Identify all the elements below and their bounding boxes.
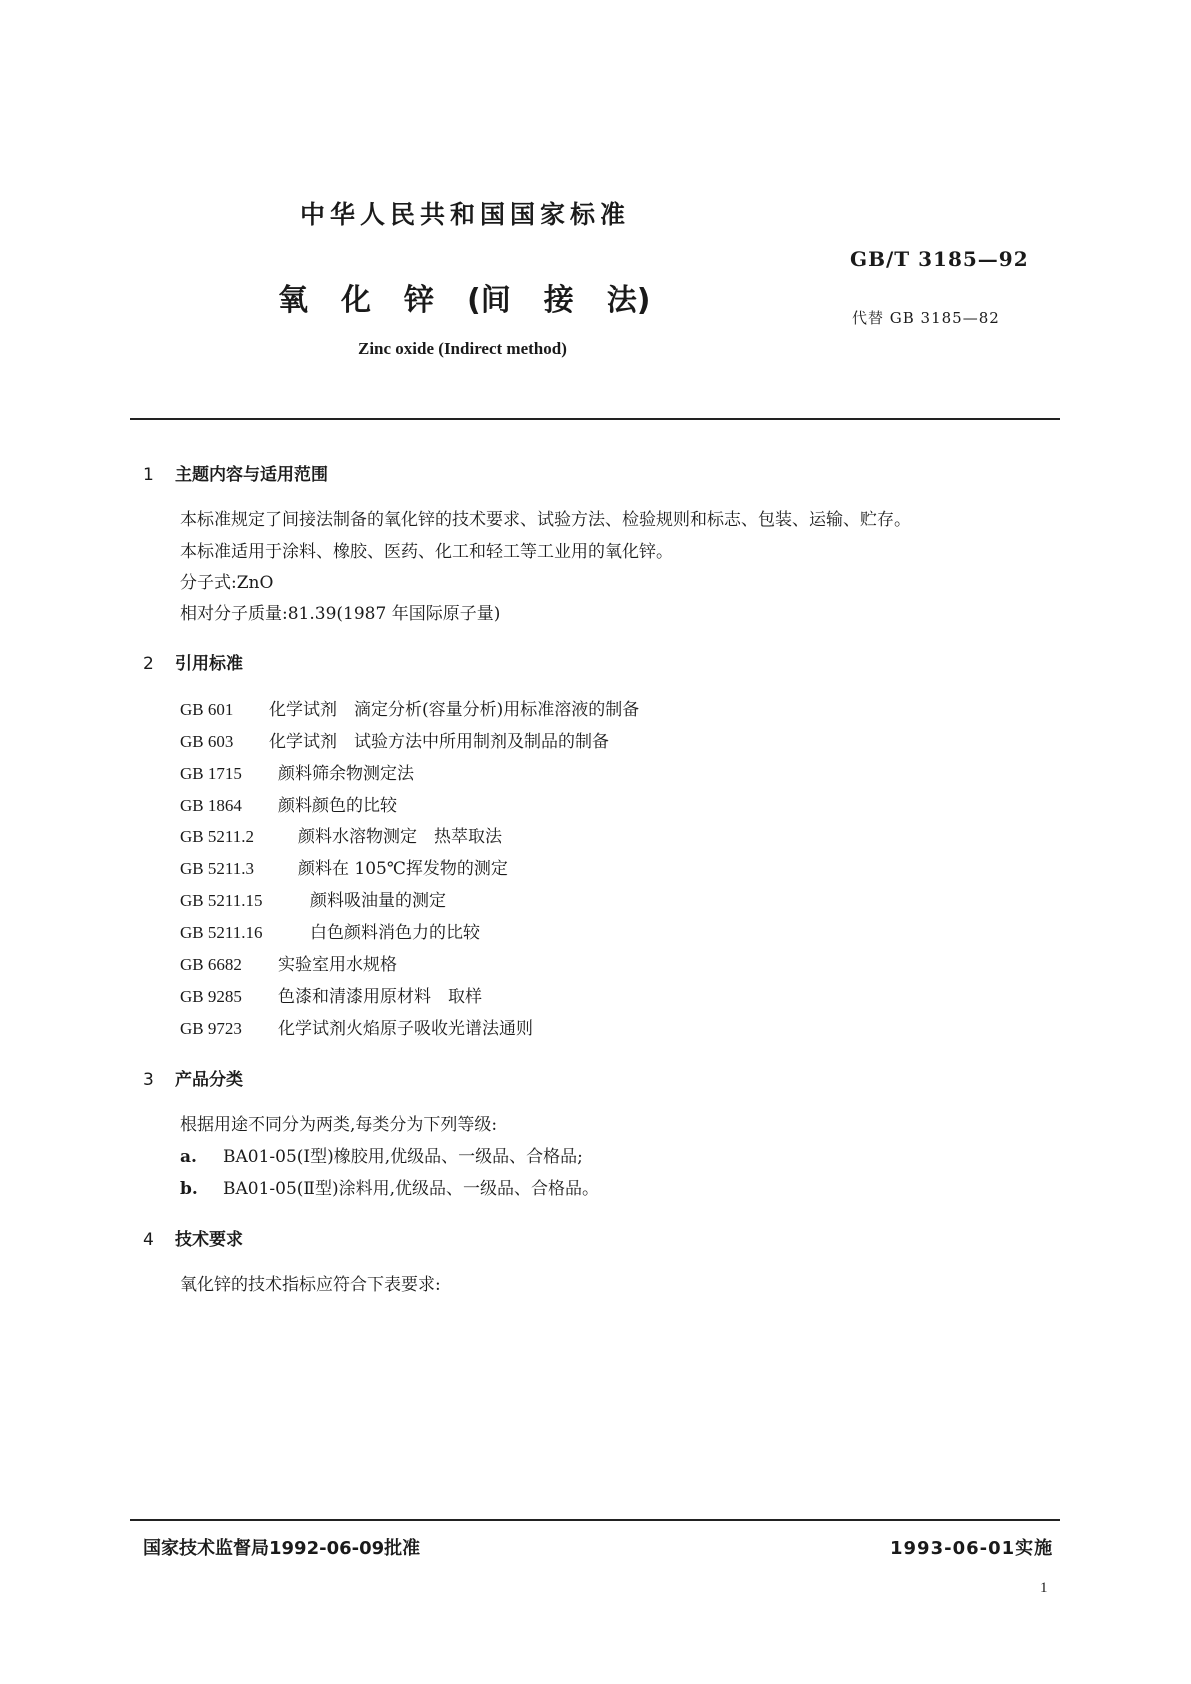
reference-code: GB 5211.2 <box>180 827 254 846</box>
reference-title: 颜料颜色的比较 <box>278 796 397 816</box>
reference-code: GB 601 <box>180 700 234 719</box>
paragraph: 本标准规定了间接法制备的氧化锌的技术要求、试验方法、检验规则和标志、包装、运输、贮存。 <box>180 510 911 530</box>
reference-title: 化学试剂火焰原子吸收光谱法通则 <box>278 1019 533 1039</box>
section-number: 3 <box>143 1070 154 1090</box>
section-number: 1 <box>143 465 154 485</box>
reference-title: 颜料筛余物测定法 <box>278 764 414 784</box>
paragraph: 分子式:ZnO <box>180 573 274 593</box>
title-char: 氧 <box>278 283 308 318</box>
list-item <box>180 1142 583 1167</box>
effective-date: 1993-06-01实施 <box>890 1538 1054 1559</box>
section-title: 引用标准 <box>175 654 243 674</box>
reference-title: 色漆和清漆用原材料 取样 <box>278 987 482 1007</box>
list-label: b. <box>180 1179 198 1199</box>
title-char: 化 <box>341 283 371 318</box>
list-text: BA01-05(Ⅱ型)涂料用,优级品、一级品、合格品。 <box>223 1179 599 1199</box>
reference-item <box>180 791 397 816</box>
reference-title: 化学试剂 滴定分析(容量分析)用标准溶液的制备 <box>269 700 640 720</box>
reference-code: GB 9285 <box>180 987 242 1006</box>
reference-item <box>180 918 480 943</box>
section-heading-4 <box>143 1225 243 1250</box>
section-title: 技术要求 <box>175 1230 243 1250</box>
title-char: 法) <box>606 283 651 318</box>
title-char: 锌 <box>404 283 434 318</box>
standard-code: GB/T 3185—92 <box>850 247 1029 271</box>
section-heading-3 <box>143 1065 243 1090</box>
reference-item <box>180 822 502 847</box>
reference-code: GB 5211.16 <box>180 923 263 942</box>
reference-code: GB 5211.3 <box>180 859 254 878</box>
section-number: 4 <box>143 1230 154 1250</box>
reference-code: GB 5211.15 <box>180 891 263 910</box>
reference-title: 颜料水溶物测定 热萃取法 <box>298 827 502 847</box>
reference-code: GB 9723 <box>180 1019 242 1038</box>
reference-item <box>180 1014 533 1039</box>
reference-item <box>180 727 609 752</box>
paragraph: 相对分子质量:81.39(1987 年国际原子量) <box>180 604 501 624</box>
reference-title: 化学试剂 试验方法中所用制剂及制品的制备 <box>269 732 609 752</box>
document-title <box>278 275 683 319</box>
reference-code: GB 603 <box>180 732 234 751</box>
page-number: 1 <box>1040 1580 1048 1596</box>
paragraph: 氧化锌的技术指标应符合下表要求: <box>180 1275 441 1295</box>
reference-title: 颜料在 105℃挥发物的测定 <box>298 859 508 879</box>
reference-item <box>180 695 639 720</box>
section-heading-1 <box>143 460 328 485</box>
section-heading-2 <box>143 649 243 674</box>
reference-title: 实验室用水规格 <box>278 955 397 975</box>
title-char: 接 <box>543 283 574 318</box>
section-title: 主题内容与适用范围 <box>175 465 328 485</box>
paragraph: 根据用途不同分为两类,每类分为下列等级: <box>180 1115 498 1135</box>
reference-code: GB 6682 <box>180 955 242 974</box>
national-standard-title: 中华人民共和国国家标准 <box>300 200 631 229</box>
reference-code: GB 1864 <box>180 796 242 815</box>
section-number: 2 <box>143 654 154 674</box>
english-title: Zinc oxide (Indirect method) <box>358 339 567 358</box>
header-divider <box>130 418 1060 420</box>
reference-item <box>180 950 397 975</box>
reference-title: 颜料吸油量的测定 <box>310 891 446 911</box>
title-char: (间 <box>467 283 511 318</box>
list-label: a. <box>180 1147 197 1167</box>
reference-title: 白色颜料消色力的比较 <box>310 923 480 943</box>
approval-info: 国家技术监督局1992-06-09批准 <box>143 1538 421 1559</box>
reference-item <box>180 886 446 911</box>
reference-item <box>180 854 508 879</box>
list-item <box>180 1174 599 1199</box>
reference-code: GB 1715 <box>180 764 242 783</box>
reference-item <box>180 982 482 1007</box>
reference-item <box>180 759 414 784</box>
section-title: 产品分类 <box>175 1070 243 1090</box>
replaces-standard: 代替 GB 3185—82 <box>852 309 1000 327</box>
paragraph: 本标准适用于涂料、橡胶、医药、化工和轻工等工业用的氧化锌。 <box>180 542 673 562</box>
footer-divider <box>130 1519 1060 1521</box>
list-text: BA01-05(Ⅰ型)橡胶用,优级品、一级品、合格品; <box>223 1147 583 1167</box>
